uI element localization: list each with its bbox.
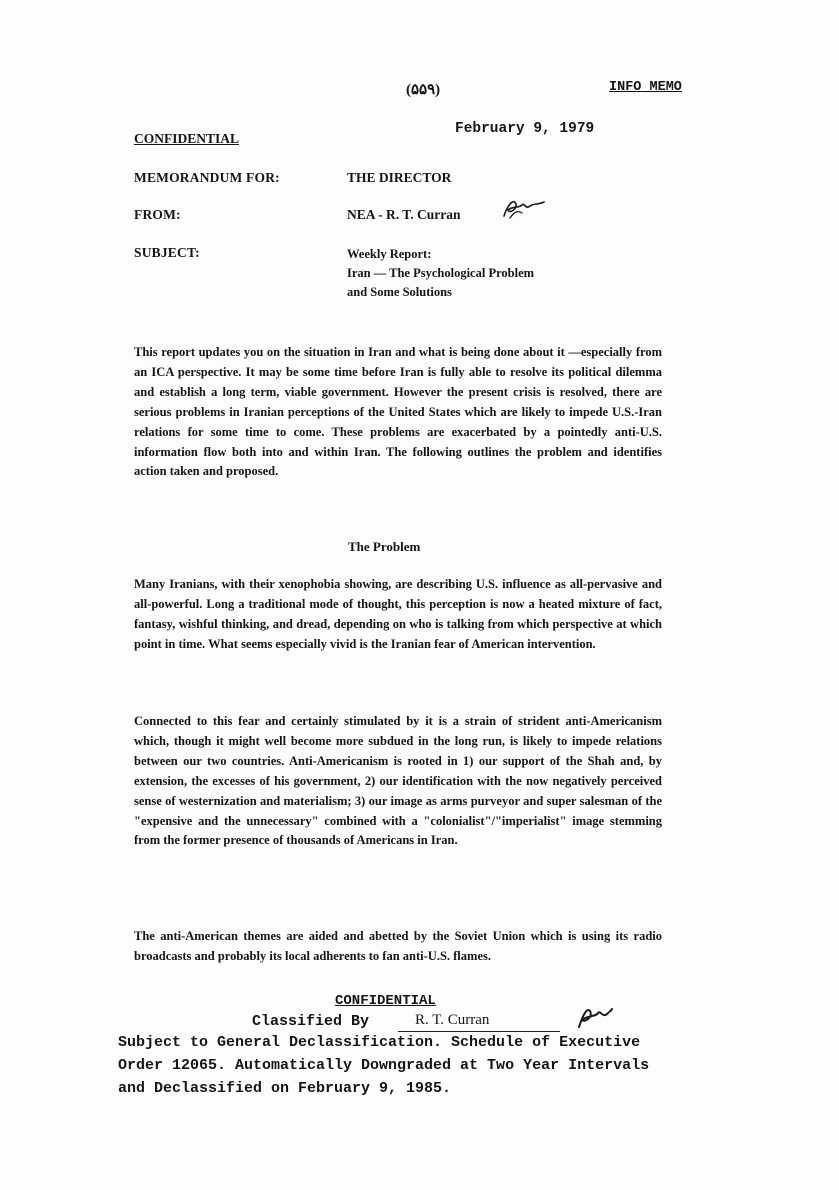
info-memo-label: INFO MEMO [609, 80, 682, 95]
declassification-line: Order 12065. Automatically Downgraded at Two Year Intervals [118, 1057, 650, 1074]
classification-top: CONFIDENTIAL [134, 131, 240, 146]
signature-rule [398, 1031, 560, 1032]
intro-paragraph: This report updates you on the situation in Iran and what is being done about it —especially from an ICA perspective. It may be some time before Iran is fully able to resolve its political dilemma and establish a long term, viable government. However the present crisis is resolved, there are serious problems in Iranian perceptions of the United States which are likely to impede U.S.-Iran relations for some time to come. These problems are exacerbated by a pointedly anti-U.S. information flow both into and within Iran. The following outlines the problem and identifies action taken and proposed. [134, 345, 662, 479]
declassification-line: and Declassified on February 9, 1985. [118, 1080, 452, 1097]
declassification-line: Subject to General Declassification. Schedule of Executive [118, 1034, 641, 1051]
section-heading: The Problem [348, 539, 421, 554]
memo-date: February 9, 1979 [455, 121, 595, 137]
classified-by-label: Classified By [252, 1013, 370, 1030]
memo-for-label: MEMORANDUM FOR: [134, 170, 280, 185]
page-number: (۵۵۹) [406, 82, 441, 98]
classification-bottom: CONFIDENTIAL [335, 993, 436, 1009]
memo-for-value: THE DIRECTOR [347, 170, 452, 185]
classified-by-name: R. T. Curran [415, 1012, 490, 1028]
body-paragraph: The anti-American themes are aided and abetted by the Soviet Union which is using its radio broadcasts and probably its local adherents to fan anti-U.S. flames. [134, 929, 662, 963]
subject-line: Weekly Report: [347, 247, 432, 261]
from-label: FROM: [134, 207, 181, 222]
from-value: NEA - R. T. Curran [347, 207, 461, 222]
subject-label: SUBJECT: [134, 245, 200, 260]
initials-signature [574, 1003, 614, 1031]
subject-block [347, 245, 534, 302]
body-paragraph: Many Iranians, with their xenophobia showing, are describing U.S. influence as all-pervasive and all-powerful. Long a traditional mode of thought, this perception is now a heated mixture of fact, fantasy, wishful thinking, and dread, depending on who is talking from which perspective at which point in time. What seems especially vivid is the Iranian fear of American intervention. [134, 577, 662, 651]
initials-signature [500, 196, 548, 222]
subject-line: Iran — The Psychological Problem [347, 266, 535, 280]
body-paragraph: Connected to this fear and certainly stimulated by it is a strain of strident anti-Americanism which, though it might well become more subdued in the long run, is likely to impede relations between our two countries. Anti-Americanism is rooted in 1) our support of the Shah and, by extension, the excesses of his government, 2) our identification with the now negatively perceived sense of westernization and materialism; 3) our image as arms purveyor and super salesman of the "expensive and the unnecessary" combined with a "colonialist"/"imperialist" image stemming from the former presence of thousands of Americans in Iran. [134, 714, 662, 848]
subject-line: and Some Solutions [347, 285, 452, 299]
